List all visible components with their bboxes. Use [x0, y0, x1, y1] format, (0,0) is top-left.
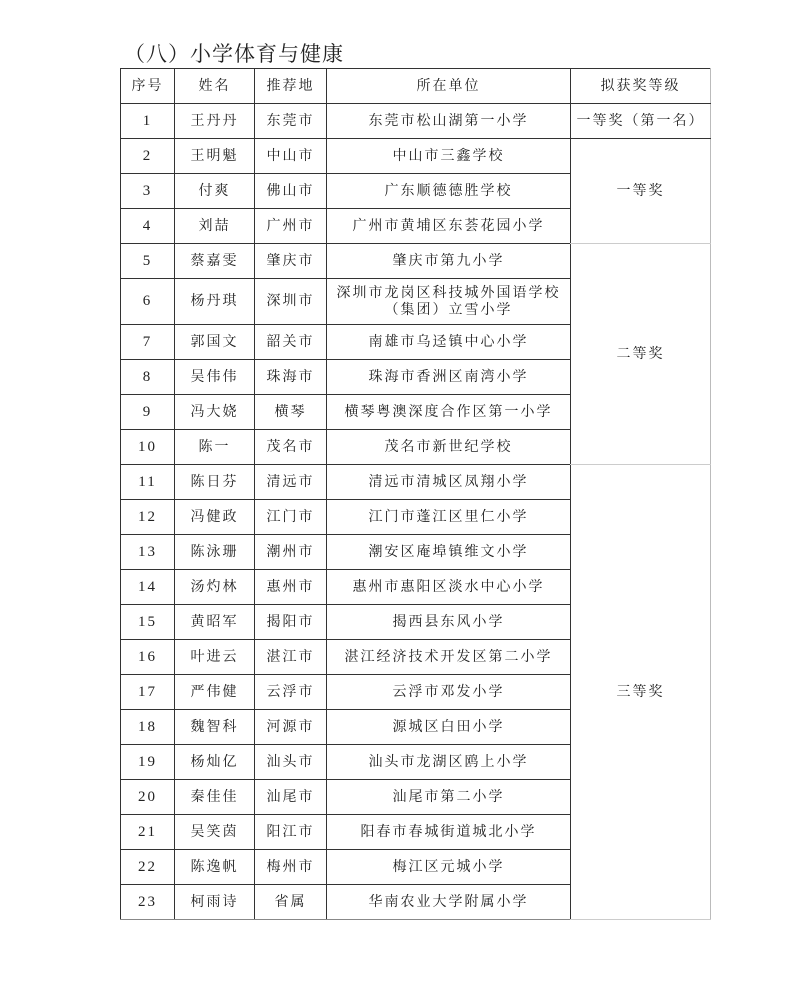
cell-name: 陈日芬 — [175, 465, 255, 500]
cell-unit: 汕尾市第二小学 — [327, 780, 571, 815]
header-name: 姓名 — [175, 69, 255, 104]
cell-unit: 清远市清城区凤翔小学 — [327, 465, 571, 500]
cell-seq: 5 — [121, 244, 175, 279]
cell-name: 吴伟伟 — [175, 360, 255, 395]
cell-seq: 20 — [121, 780, 175, 815]
cell-region: 揭阳市 — [255, 605, 327, 640]
cell-name: 冯健政 — [175, 500, 255, 535]
cell-name: 吴笑茵 — [175, 815, 255, 850]
cell-region: 茂名市 — [255, 430, 327, 465]
cell-region: 云浮市 — [255, 675, 327, 710]
cell-seq: 15 — [121, 605, 175, 640]
cell-region: 佛山市 — [255, 174, 327, 209]
table-row — [121, 465, 711, 500]
cell-name: 秦佳佳 — [175, 780, 255, 815]
cell-unit: 广州市黄埔区东荟花园小学 — [327, 209, 571, 244]
cell-region: 惠州市 — [255, 570, 327, 605]
header-award: 拟获奖等级 — [571, 69, 711, 104]
cell-name: 陈逸帆 — [175, 850, 255, 885]
cell-name: 蔡嘉雯 — [175, 244, 255, 279]
cell-seq: 7 — [121, 325, 175, 360]
cell-seq: 23 — [121, 885, 175, 920]
cell-seq: 3 — [121, 174, 175, 209]
cell-unit: 江门市蓬江区里仁小学 — [327, 500, 571, 535]
cell-region: 清远市 — [255, 465, 327, 500]
header-seq: 序号 — [121, 69, 175, 104]
cell-name: 黄昭军 — [175, 605, 255, 640]
cell-region: 东莞市 — [255, 104, 327, 139]
cell-award: 三等奖 — [571, 465, 711, 920]
cell-region: 汕头市 — [255, 745, 327, 780]
cell-seq: 6 — [121, 279, 175, 325]
cell-unit: 源城区白田小学 — [327, 710, 571, 745]
cell-seq: 8 — [121, 360, 175, 395]
cell-name: 郭国文 — [175, 325, 255, 360]
cell-region: 横琴 — [255, 395, 327, 430]
cell-unit: 揭西县东风小学 — [327, 605, 571, 640]
header-unit: 所在单位 — [327, 69, 571, 104]
cell-unit: 广东顺德德胜学校 — [327, 174, 571, 209]
cell-unit: 中山市三鑫学校 — [327, 139, 571, 174]
cell-region: 韶关市 — [255, 325, 327, 360]
cell-seq: 4 — [121, 209, 175, 244]
cell-name: 王丹丹 — [175, 104, 255, 139]
cell-name: 陈泳珊 — [175, 535, 255, 570]
cell-region: 深圳市 — [255, 279, 327, 325]
cell-unit: 肇庆市第九小学 — [327, 244, 571, 279]
table-row — [121, 139, 711, 174]
cell-name: 汤灼林 — [175, 570, 255, 605]
cell-name: 冯大娆 — [175, 395, 255, 430]
cell-region: 珠海市 — [255, 360, 327, 395]
section-title: （八）小学体育与健康 — [124, 42, 344, 66]
cell-name: 杨丹琪 — [175, 279, 255, 325]
cell-seq: 14 — [121, 570, 175, 605]
cell-unit: 横琴粤澳深度合作区第一小学 — [327, 395, 571, 430]
cell-name: 严伟健 — [175, 675, 255, 710]
cell-region: 河源市 — [255, 710, 327, 745]
cell-unit: 东莞市松山湖第一小学 — [327, 104, 571, 139]
cell-unit: 潮安区庵埠镇维文小学 — [327, 535, 571, 570]
cell-region: 梅州市 — [255, 850, 327, 885]
cell-unit: 汕头市龙湖区鸥上小学 — [327, 745, 571, 780]
cell-unit: 阳春市春城街道城北小学 — [327, 815, 571, 850]
cell-unit: 南雄市乌迳镇中心小学 — [327, 325, 571, 360]
cell-seq: 17 — [121, 675, 175, 710]
cell-seq: 19 — [121, 745, 175, 780]
cell-region: 湛江市 — [255, 640, 327, 675]
cell-name: 刘喆 — [175, 209, 255, 244]
cell-region: 广州市 — [255, 209, 327, 244]
cell-unit: 湛江经济技术开发区第二小学 — [327, 640, 571, 675]
cell-unit: 云浮市邓发小学 — [327, 675, 571, 710]
cell-award: 一等奖 — [571, 139, 711, 244]
cell-seq: 18 — [121, 710, 175, 745]
cell-award: 二等奖 — [571, 244, 711, 465]
cell-region: 省属 — [255, 885, 327, 920]
header-region: 推荐地 — [255, 69, 327, 104]
cell-region: 肇庆市 — [255, 244, 327, 279]
cell-region: 江门市 — [255, 500, 327, 535]
cell-name: 付爽 — [175, 174, 255, 209]
cell-unit: 深圳市龙岗区科技城外国语学校（集团）立雪小学 — [327, 279, 571, 325]
cell-unit: 茂名市新世纪学校 — [327, 430, 571, 465]
cell-seq: 13 — [121, 535, 175, 570]
cell-region: 汕尾市 — [255, 780, 327, 815]
cell-seq: 10 — [121, 430, 175, 465]
cell-seq: 11 — [121, 465, 175, 500]
cell-region: 中山市 — [255, 139, 327, 174]
cell-seq: 16 — [121, 640, 175, 675]
cell-region: 阳江市 — [255, 815, 327, 850]
cell-unit: 珠海市香洲区南湾小学 — [327, 360, 571, 395]
cell-unit: 华南农业大学附属小学 — [327, 885, 571, 920]
cell-seq: 9 — [121, 395, 175, 430]
cell-name: 叶进云 — [175, 640, 255, 675]
table-row — [121, 244, 711, 279]
cell-name: 杨灿亿 — [175, 745, 255, 780]
cell-name: 陈一 — [175, 430, 255, 465]
cell-unit: 梅江区元城小学 — [327, 850, 571, 885]
cell-seq: 2 — [121, 139, 175, 174]
table-row — [121, 104, 711, 139]
cell-unit: 惠州市惠阳区淡水中心小学 — [327, 570, 571, 605]
cell-name: 魏智科 — [175, 710, 255, 745]
cell-seq: 12 — [121, 500, 175, 535]
cell-award: 一等奖（第一名） — [571, 104, 711, 139]
cell-seq: 1 — [121, 104, 175, 139]
cell-name: 王明魁 — [175, 139, 255, 174]
award-table — [120, 68, 711, 920]
cell-region: 潮州市 — [255, 535, 327, 570]
cell-name: 柯雨诗 — [175, 885, 255, 920]
cell-seq: 21 — [121, 815, 175, 850]
cell-seq: 22 — [121, 850, 175, 885]
header-row — [121, 69, 711, 104]
